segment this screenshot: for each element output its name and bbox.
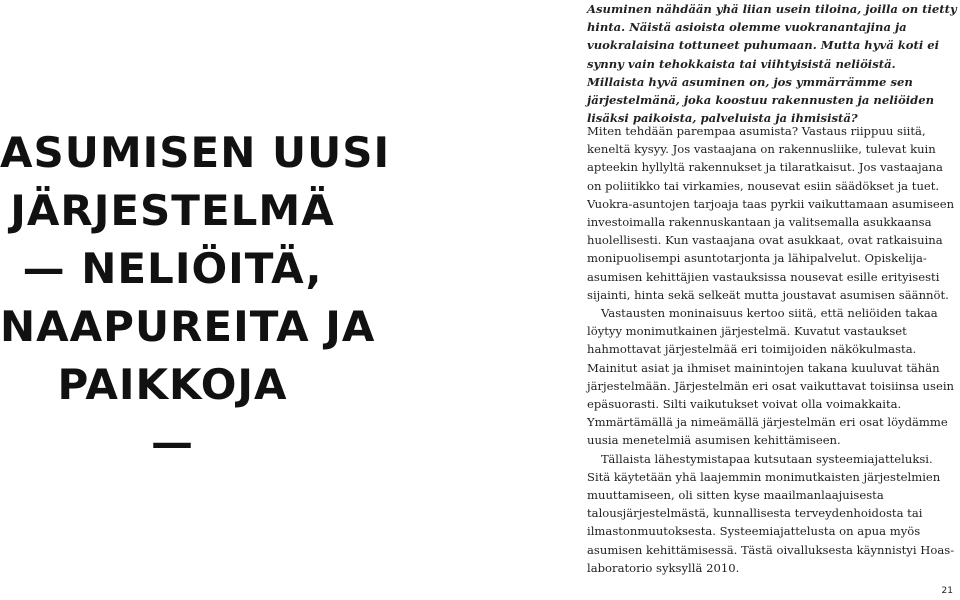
page-number: 21: [941, 586, 953, 596]
paragraph: Miten tehdään parempaa asumista? Vastaus riippuu siitä, keneltä kysyy. Jos vastaajana on rakennusliike, tulevat kuin apteekin hyllyltä rakennukset ja tilaratkaisut. Jos vastaajana on poliitikko tai virkamies, nousevat esiin säädökset ja tuet. Vuokra-asuntojen tarjoaja taas pyrkii vaikuttamaan asumiseen investoimalla rakennuskantaan ja valitsemalla asukkaansa huolellisesti. Kun vastaajana ovat asukkaat, ovat ratkaisuina monipuolisempi asuntotarjonta ja lähipalvelut. Opiskelija-asumisen kehittäjien vastauksissa nousevat esille erityisesti sijainti, hinta sekä selkeät mutta joustavat asumisen säännöt.: [587, 124, 955, 302]
paragraph: Tällaista lähestymistapaa kutsutaan systeemiajatteluksi. Sitä käytetään yhä laajemmin monimutkaisten järjestelmien muuttamiseen, oli sitten kyse maailmanlaajuisesta talousjärjestelmästä, kunnallisesta terveydenhoidosta tai ilmastonmuutoksesta. Systeemiajattelusta on apua myös asumisen kehittämisessä. Tästä oivalluksesta käynnistyi Hoas-laboratorio syksyllä 2010.: [587, 451, 955, 575]
title-line: JÄRJESTELMÄ: [10, 186, 335, 235]
title-line: — NELIÖITÄ,: [22, 244, 323, 293]
title-line: ASUMISEN UUSI: [0, 128, 391, 177]
lead-paragraph: [587, 0, 957, 127]
title-line: PAIKKOJA: [57, 360, 288, 409]
page-title: [0, 124, 391, 472]
title-dash: —: [151, 418, 194, 467]
lead-text: Asuminen nähdään yhä liian usein tiloina, joilla on tietty hinta. Näistä asioista olemme vuokranantajina ja vuokralaisina tottuneet puhumaan. Mutta hyvä koti ei synny vain tehokkaista tai viihtyisistä neliöistä. Millaista hyvä asuminen on, jos ymmärrämme sen järjestelmänä, joka koostuu rakennusten ja neliöiden lisäksi paikoista, palveluista ja ihmisistä?: [587, 2, 957, 126]
body-text: [587, 122, 957, 577]
paragraph: Vastausten moninaisuus kertoo siitä, että neliöiden takaa löytyy monimutkainen järjestelmä. Kuvatut vastaukset hahmottavat järjestelmää eri toimijoiden näkökulmasta. Mainitut asiat ja ihmiset mainintojen takana kuuluvat tähän järjestelmään. Järjestelmän eri osat vaikuttavat toisiinsa usein epäsuorasti. Silti vaikutukset voivat olla voimakkaita. Ymmärtämällä ja nimeämällä järjestelmän eri osat löydämme uusia menetelmiä asumisen kehittämiseen.: [587, 306, 954, 448]
title-line: NAAPUREITA JA: [0, 302, 376, 351]
